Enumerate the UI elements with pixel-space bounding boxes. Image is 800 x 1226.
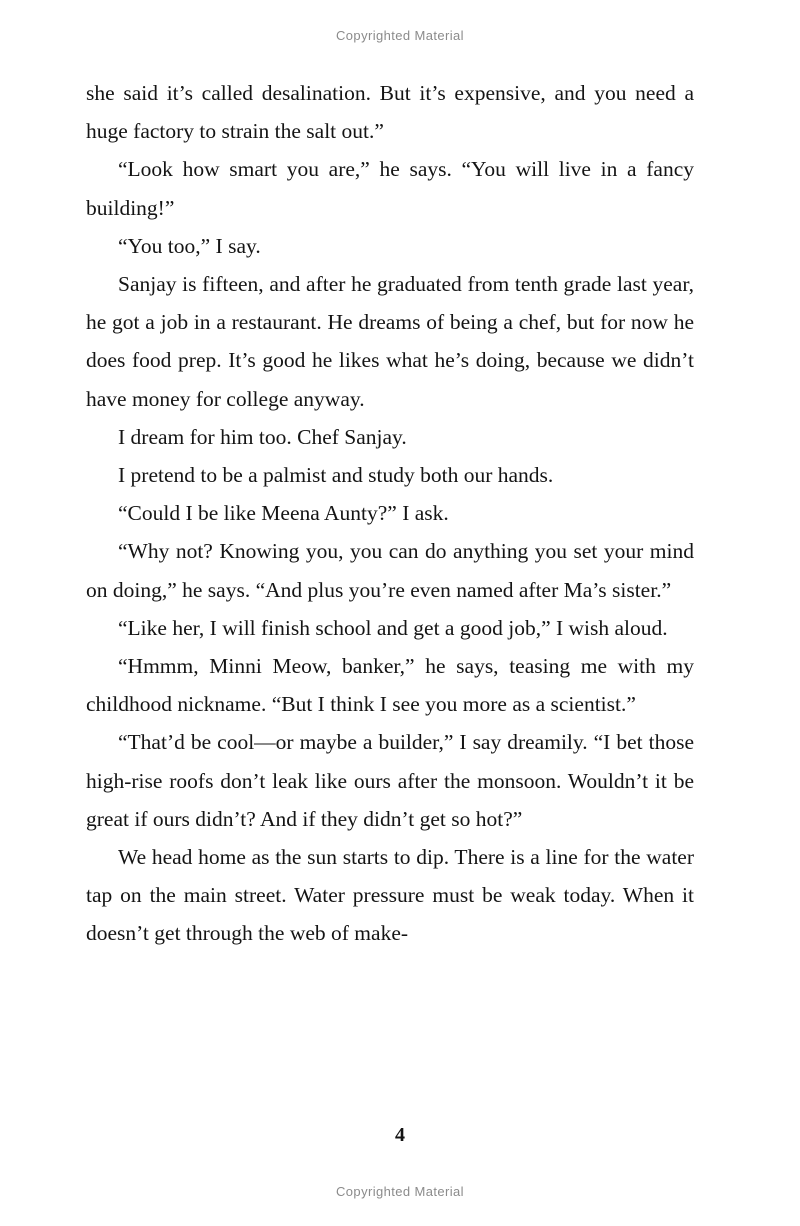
paragraph: Sanjay is fifteen, and after he graduated from tenth grade last year, he got a job in a restaurant. He dreams of being a chef, but for now he does food prep. It’s good he likes what he’s doing, because we didn’t have money for college anyway. <box>86 272 694 411</box>
paragraph: “Like her, I will finish school and get a good job,” I wish aloud. <box>118 615 668 640</box>
page-number: 4 <box>395 1124 405 1146</box>
paragraph: “That’d be cool—or maybe a builder,” I say dreamily. “I bet those high-rise roofs don’t leak like ours after the monsoon. Wouldn’t it be great if ours didn’t? And if they didn’t get so hot?” <box>86 730 694 831</box>
paragraph: “Hmmm, Minni Meow, banker,” he says, teasing me with my childhood nickname. “But I think I see you more as a scientist.” <box>86 654 694 717</box>
paragraph: I dream for him too. Chef Sanjay. <box>118 424 407 449</box>
text-block <box>86 74 694 953</box>
paragraph: I pretend to be a palmist and study both our hands. <box>118 463 554 488</box>
paragraph: “Could I be like Meena Aunty?” I ask. <box>118 501 449 526</box>
copyright-notice-top: Copyrighted Material <box>336 28 464 43</box>
paragraph: “Look how smart you are,” he says. “You will live in a fancy building!” <box>86 157 694 220</box>
copyright-notice-bottom: Copyrighted Material <box>336 1184 464 1199</box>
paragraph: We head home as the sun starts to dip. There is a line for the water tap on the main street. Water pressure must be weak today. When it doesn’t get through the web of make- <box>86 845 694 946</box>
paragraph: she said it’s called desalination. But it’s expensive, and you need a huge factory to strain the salt out.” <box>86 81 694 144</box>
paragraph: “Why not? Knowing you, you can do anything you set your mind on doing,” he says. “And plus you’re even named after Ma’s sister.” <box>86 539 694 602</box>
paragraph: “You too,” I say. <box>118 233 261 258</box>
